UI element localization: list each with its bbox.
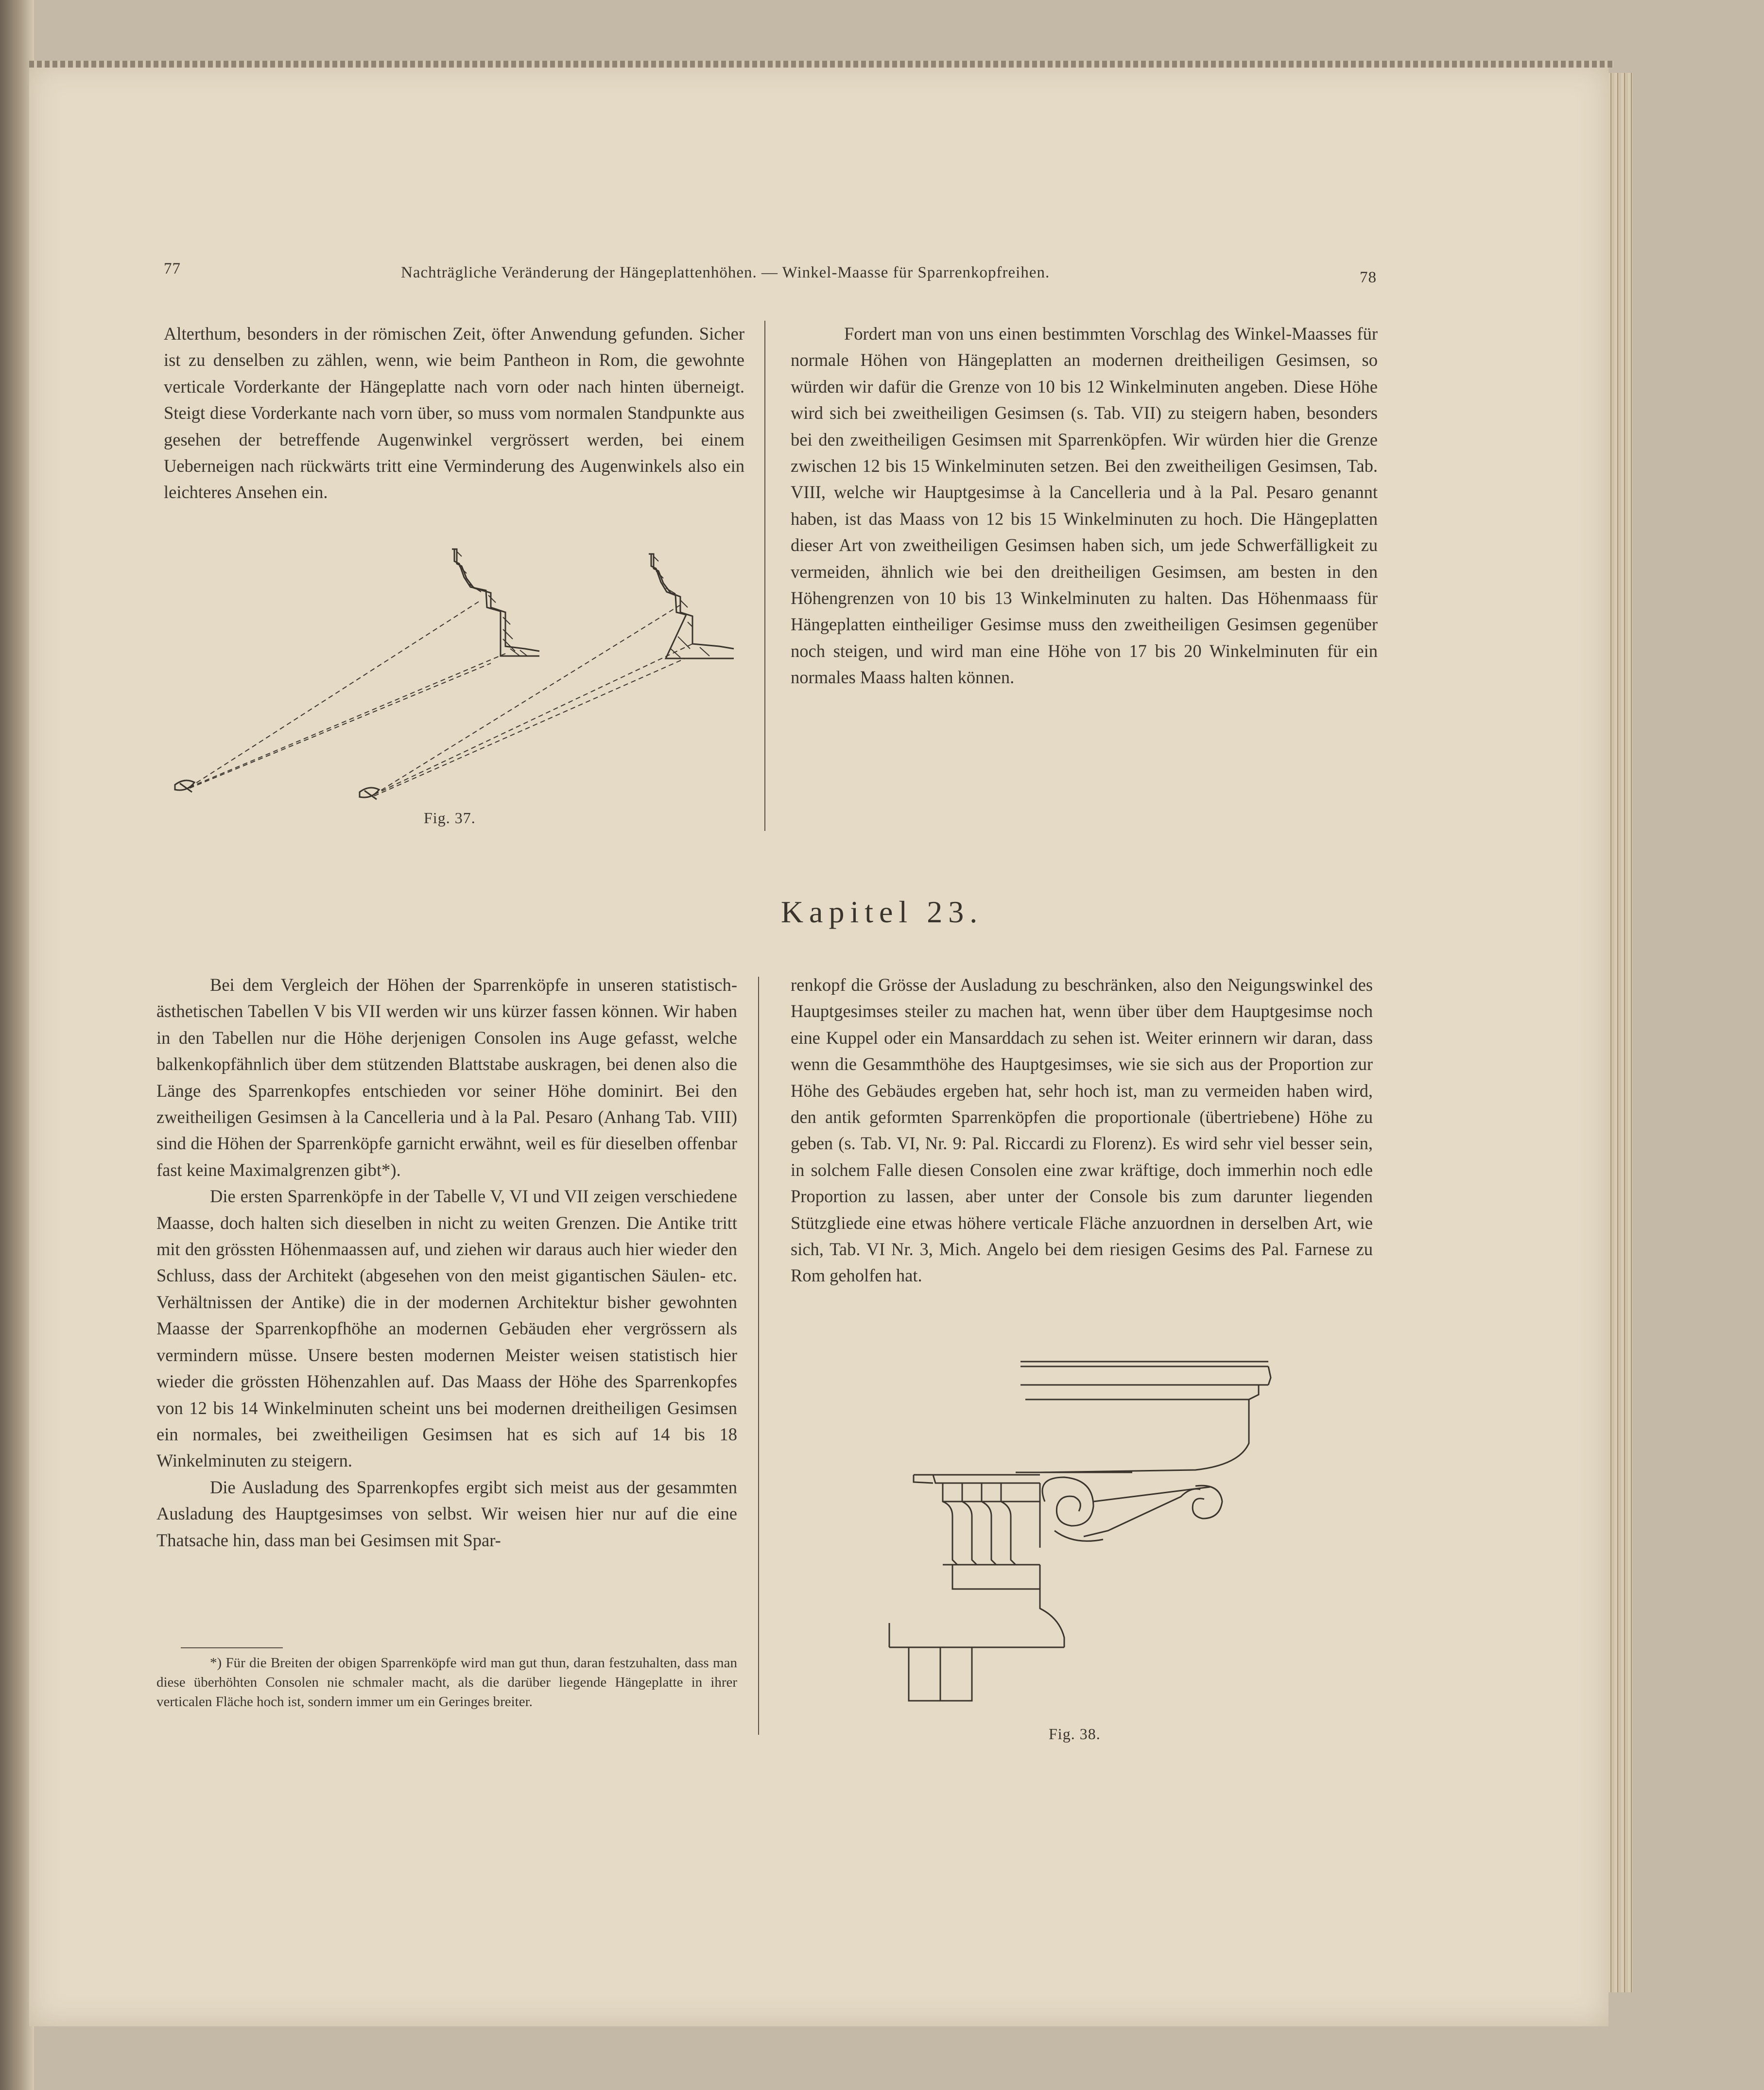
lower-left-paragraph-3: Die Ausladung des Sparrenkopfes ergibt sich meist aus der gesammten Ausladung des Hauptgesimses von selbst. Wir weisen hier nur auf die eine Thatsache hin, dass man bei Gesimsen mit Spar-: [156, 1477, 737, 1550]
upper-right-column: [791, 321, 1378, 691]
left-page-number: 77: [164, 260, 181, 277]
lower-right-column: [791, 972, 1373, 1289]
footnote-rule: [181, 1647, 283, 1648]
figure-37-sightline-diagram: [170, 539, 744, 812]
running-title: Nachträgliche Veränderung der Hängeplattenhöhen. — Winkel-Maasse für Sparrenkopfreihen.: [401, 264, 1050, 281]
figure-37-caption: Fig. 37.: [424, 809, 476, 827]
binding-edge: [29, 61, 1613, 68]
lower-left-column: [156, 972, 737, 1554]
lower-right-paragraph: renkopf die Grösse der Ausladung zu beschränken, also den Neigungswinkel des Hauptgesimses steiler zu machen hat, wenn über über dem Hauptgesimse noch eine Kuppel oder ein Mansarddach zu sehen ist. Weiter erinnern wir daran, dass wenn die Gesammthöhe des Hauptgesimses, wie sie sich aus der Proportion zur Höhe des Gebäudes ergeben hat, sehr hoch ist, man zu vermeiden haben wird, den antik geformten Sparrenköpfen die proportionale (übertriebene) Höhe zu geben (s. Tab. VI, Nr. 9: Pal. Riccardi zu Florenz). Es wird sehr viel besser sein, in solchem Falle diesen Consolen eine zwar kräftige, doch immerhin noch edle Proportion zu lassen, aber unter der Console bis zum darunter liegenden Stützgliede eine etwas höhere verticale Fläche anzuordnen in derselben Art, wie sich, Tab. VI Nr. 3, Mich. Angelo bei dem riesigen Gesims des Pal. Farnese zu Rom geholfen hat.: [791, 975, 1373, 1286]
footnote: [156, 1653, 737, 1711]
running-header: [0, 260, 1764, 289]
lower-left-paragraph-1: Bei dem Vergleich der Höhen der Sparrenköpfe in unseren statistisch-ästhetischen Tabellen V bis VII werden wir uns kürzer fassen können. Wir haben in den Tabellen nur die Höhe derjenigen Consolen ins Auge gefasst, welche balkenkopfähnlich über dem stützenden Blattstabe auskragen, bei denen also die Länge des Sparrenkopfes entschieden vor seiner Höhe dominirt. Bei den zweitheiligen Gesimsen à la Cancelleria und à la Pal. Pesaro (Anhang Tab. VIII) sind die Höhen der Sparrenköpfe garnicht erwähnt, weil es für dieselben offenbar fast keine Maximalgrenzen gibt*).: [156, 975, 737, 1180]
upper-left-paragraph: Alterthum, besonders in der römischen Zeit, öfter Anwendung gefunden. Sicher ist zu denselben zu zählen, wenn, wie beim Pantheon in Rom, die gewohnte verticale Vorderkante der Hängeplatte nach vorn oder nach hinten überneigt. Steigt diese Vorderkante nach vorn über, so muss vom normalen Standpunkte aus gesehen der betreffende Augenwinkel vergrössert werden, bei einem Ueberneigen nach rückwärts tritt eine Verminderung des Augenwinkels also ein leichteres Ansehen ein.: [164, 324, 744, 502]
figure-38-caption: Fig. 38.: [1049, 1725, 1101, 1743]
chapter-title: Kapitel 23.: [780, 895, 984, 929]
column-rule-upper: [764, 321, 765, 831]
lower-left-paragraph-2: Die ersten Sparrenköpfe in der Tabelle V, VI und VII zeigen verschiedene Maasse, doch halten sich dieselben in nicht zu weiten Grenzen. Die Antike tritt mit den grössten Höhenmaassen auf, und ziehen wir daraus auch hier wieder den Schluss, dass der Architekt (abgesehen von den meist gigantischen Säulen- etc. Verhältnissen der Antike) die in der modernen Architektur bisher gewohnten Maasse der Sparrenkopfhöhe an modernen Gebäuden eher vergrössern als vermindern müsse. Unsere besten modernen Meister weisen statistisch hier wieder die grössten Höhenzahlen auf. Das Maass der Höhe des Sparrenkopfes von 12 bis 14 Winkelminuten scheint uns bei modernen dreitheiligen Gesimsen ein normales, bei zweitheiligen Gesimsen hat es sich auf 14 bis 18 Winkelminuten zu steigern.: [156, 1186, 737, 1471]
footnote-text: *) Für die Breiten der obigen Sparrenköpfe wird man gut thun, daran festzuhalten, dass man diese überhöhten Consolen nie schmaler macht, als die darüber liegende Hängeplatte in ihrer verticalen Fläche hoch ist, sondern immer um ein Geringes breiter.: [156, 1655, 737, 1710]
column-rule-lower: [758, 977, 759, 1735]
figure-38-cornice-profile: [880, 1356, 1283, 1715]
right-page-number: 78: [1360, 269, 1377, 286]
eye-symbol-icon: [175, 780, 379, 799]
upper-right-paragraph: Fordert man von uns einen bestimmten Vorschlag des Winkel-Maasses für normale Höhen von Hängeplatten an modernen dreitheiligen Gesimsen, so würden wir dafür die Grenze von 10 bis 12 Winkelminuten angeben. Diese Höhe wird sich bei zweitheiligen Gesimsen (s. Tab. VII) zu steigern haben, besonders bei den zweitheiligen Gesimsen mit Sparrenköpfen. Wir würden hier die Grenze zwischen 12 bis 15 Winkelminuten setzen. Bei den zweitheiligen Gesimsen, Tab. VIII, welche wir Hauptgesimse à la Cancelleria und à la Pal. Pesaro genannt haben, ist das Maass von 12 bis 15 Winkelminuten zu hoch. Die Hängeplatten dieser Art von zweitheiligen Gesimsen haben sich, um jede Schwerfälligkeit zu vermeiden, ähnlich wie bei den dreitheiligen Gesimsen, am besten in den Höhengrenzen von 10 bis 13 Winkelminuten zu halten. Das Höhenmaass für Hängeplatten eintheiliger Gesimse muss den zweitheiligen Gesimsen gegenüber noch steigen, und wird man eine Höhe von 17 bis 20 Winkelminuten für ein normales Maass halten können.: [791, 324, 1378, 688]
upper-left-column: [164, 321, 744, 506]
